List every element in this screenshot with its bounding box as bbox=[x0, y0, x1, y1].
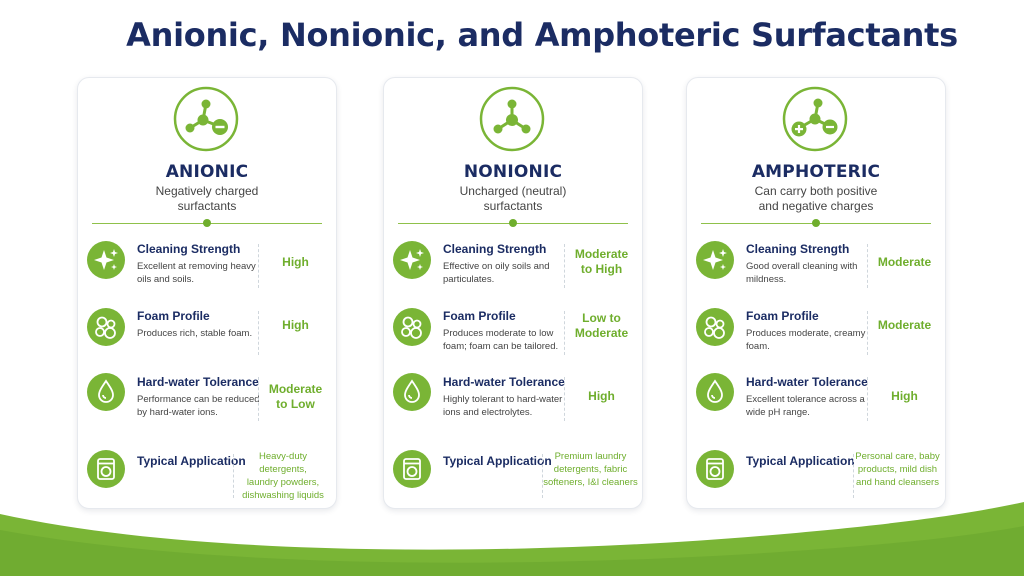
row-description: Effective on oily soils and particulates. bbox=[443, 261, 550, 285]
water-drop-icon bbox=[87, 373, 125, 411]
row-title: Foam Profile bbox=[746, 309, 819, 323]
card-title: ANIONIC bbox=[165, 162, 249, 182]
row-value: Moderate bbox=[877, 318, 932, 332]
row-title: Hard-water Tolerance bbox=[443, 375, 565, 389]
card-subtitle: Can carry both positive and negative charges bbox=[754, 184, 878, 213]
row-title: Typical Application bbox=[746, 454, 855, 468]
washing-machine-icon bbox=[393, 450, 431, 488]
page-title: Anionic, Nonionic, and Amphoteric Surfactants bbox=[126, 16, 958, 54]
row-value: High bbox=[282, 255, 309, 269]
row-foam-profile bbox=[687, 309, 945, 375]
row-value: High bbox=[891, 389, 918, 403]
row-title: Foam Profile bbox=[137, 309, 210, 323]
row-value: High bbox=[588, 389, 615, 403]
divider-dot bbox=[203, 219, 211, 227]
bubbles-icon bbox=[393, 308, 431, 346]
row-hard-water-tolerance bbox=[384, 375, 642, 441]
sparkle-icon bbox=[87, 241, 125, 279]
row-value: Moderate bbox=[877, 255, 932, 269]
row-cleaning-strength bbox=[384, 242, 642, 308]
row-title: Hard-water Tolerance bbox=[137, 375, 259, 389]
molecule-minus-icon bbox=[172, 85, 240, 153]
row-cleaning-strength bbox=[687, 242, 945, 308]
row-hard-water-tolerance bbox=[78, 375, 336, 441]
row-value: Low to Moderate bbox=[574, 311, 629, 340]
row-description: Good overall cleaning with mildness. bbox=[746, 261, 858, 285]
row-title: Typical Application bbox=[443, 454, 552, 468]
sparkle-icon bbox=[393, 241, 431, 279]
bubbles-icon bbox=[87, 308, 125, 346]
row-description: Highly tolerant to hard-water ions and electrolytes. bbox=[443, 394, 563, 418]
water-drop-icon bbox=[696, 373, 734, 411]
card-title: NONIONIC bbox=[463, 162, 563, 182]
row-title: Typical Application bbox=[137, 454, 246, 468]
green-wave-decoration bbox=[0, 496, 1024, 576]
row-description: Performance can be reduced by hard-water ions. bbox=[137, 394, 260, 418]
row-value: Personal care, baby products, mild dish and hand cleansers bbox=[855, 451, 940, 488]
divider-dot bbox=[509, 219, 517, 227]
washing-machine-icon bbox=[87, 450, 125, 488]
row-foam-profile bbox=[384, 309, 642, 375]
row-hard-water-tolerance bbox=[687, 375, 945, 441]
divider-dot bbox=[812, 219, 820, 227]
row-value: Moderate to High bbox=[574, 247, 629, 276]
row-value: Heavy-duty detergents, laundry powders, dishwashing liquids bbox=[242, 451, 324, 501]
row-description: Excellent tolerance across a wide pH range. bbox=[746, 394, 865, 418]
row-value: Premium laundry detergents, fabric softeners, I&I cleaners bbox=[543, 451, 638, 488]
row-title: Foam Profile bbox=[443, 309, 516, 323]
card-title: AMPHOTERIC bbox=[751, 162, 881, 182]
row-description: Produces moderate to low foam; foam can be tailored. bbox=[443, 328, 559, 352]
row-description: Produces moderate, creamy foam. bbox=[746, 328, 866, 352]
row-title: Cleaning Strength bbox=[137, 242, 241, 256]
molecule-neutral-icon bbox=[478, 85, 546, 153]
row-cleaning-strength bbox=[78, 242, 336, 308]
bubbles-icon bbox=[696, 308, 734, 346]
molecule-plus-minus-icon bbox=[781, 85, 849, 153]
card-subtitle: Uncharged (neutral) surfactants bbox=[459, 184, 567, 213]
sparkle-icon bbox=[696, 241, 734, 279]
row-foam-profile bbox=[78, 309, 336, 375]
row-title: Hard-water Tolerance bbox=[746, 375, 868, 389]
row-title: Cleaning Strength bbox=[746, 242, 850, 256]
row-description: Produces rich, stable foam. bbox=[137, 328, 253, 339]
row-value: High bbox=[282, 318, 309, 332]
water-drop-icon bbox=[393, 373, 431, 411]
card-anionic bbox=[77, 77, 337, 509]
card-subtitle: Negatively charged surfactants bbox=[155, 184, 259, 213]
row-title: Cleaning Strength bbox=[443, 242, 547, 256]
row-description: Excellent at removing heavy oils and soils. bbox=[137, 261, 256, 285]
washing-machine-icon bbox=[696, 450, 734, 488]
card-amphoteric bbox=[686, 77, 946, 509]
row-value: Moderate to Low bbox=[268, 382, 323, 411]
card-nonionic bbox=[383, 77, 643, 509]
